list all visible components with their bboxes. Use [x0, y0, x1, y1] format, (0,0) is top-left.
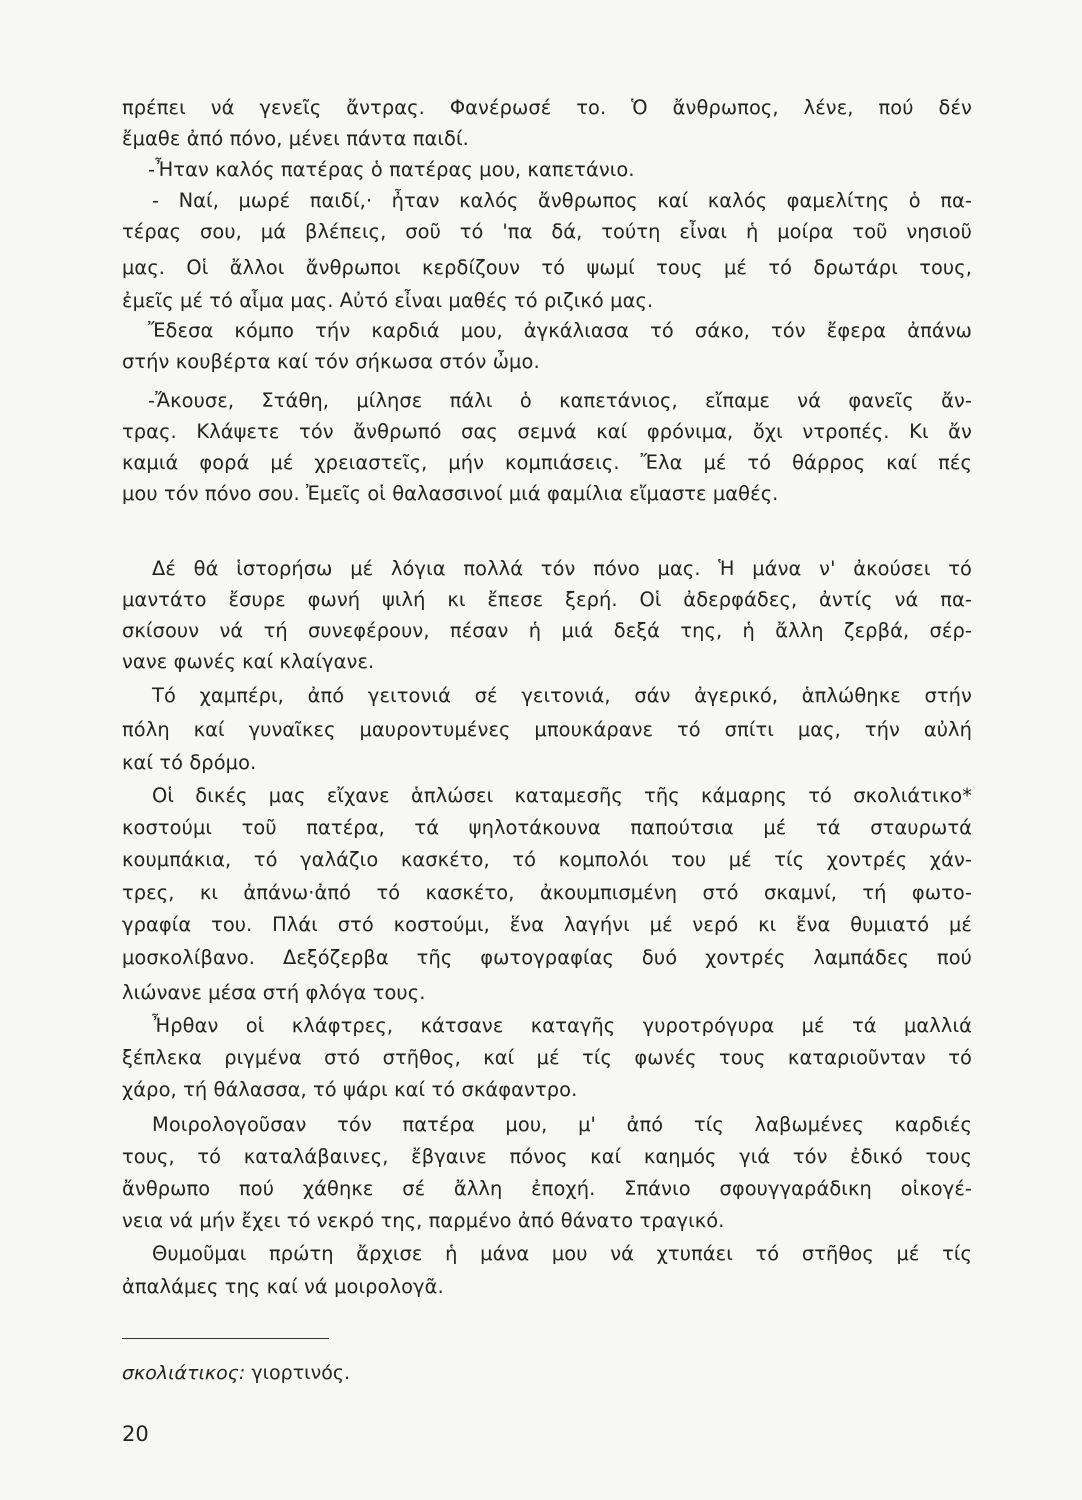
text-line: τρες, κι ἀπάνω·ἀπό τό κασκέτο, ἀκουμπισμένη στό σκαμνί, τή φωτο-: [122, 881, 972, 904]
text-line: μοσκολίβανο. Δεξόζερβα τῆς φωτογραφίας δυό χοντρές λαμπάδες πού: [122, 946, 972, 969]
text-line: Μοιρολογοῦσαν τόν πατέρα μου, μ' ἀπό τίς λαβωμένες καρδιές: [152, 1113, 972, 1136]
text-line: σκίσουν νά τή συνεφέρουν, πέσαν ἡ μιά δεξά της, ἡ ἄλλη ζερβά, σέρ-: [122, 619, 972, 642]
text-line: -Ἦταν καλός πατέρας ὁ πατέρας μου, καπετάνιο.: [148, 158, 635, 181]
text-line: ἐμεῖς μέ τό αἷμα μας. Αὐτό εἶναι μαθές τό ριζικό μας.: [122, 289, 654, 312]
text-line: μου τόν πόνο σου. Ἐμεῖς οἱ θαλασσινοί μιά φαμίλια εἴμαστε μαθές.: [122, 482, 779, 505]
text-line: νεια νά μήν ἔχει τό νεκρό της, παρμένο ἀπό θάνατο τραγικό.: [122, 1209, 725, 1232]
text-line: κοστούμι τοῦ πατέρα, τά ψηλοτάκουνα παπούτσια μέ τά σταυρωτά: [122, 816, 972, 839]
text-line: ἔμαθε ἀπό πόνο, μένει πάντα παιδί.: [122, 127, 469, 150]
text-line: ξέπλεκα ριγμένα στό στῆθος, καί μέ τίς φωνές τους καταριοῦνταν τό: [122, 1046, 972, 1069]
text-line: μας. Οἱ ἄλλοι ἄνθρωποι κερδίζουν τό ψωμί τους μέ τό δρωτάρι τους,: [122, 256, 972, 279]
text-line: Θυμοῦμαι πρώτη ἄρχισε ἡ μάνα μου νά χτυπάει τό στῆθος μέ τίς: [152, 1242, 972, 1265]
text-line: Οἱ δικές μας εἴχανε ἁπλώσει καταμεσῆς τῆς κάμαρης τό σκολιάτικο*: [152, 784, 972, 807]
text-line: Δέ θά ἱστορήσω μέ λόγια πολλά τόν πόνο μας. Ἡ μάνα ν' ἀκούσει τό: [152, 557, 972, 580]
footnote-definition: γιορτινός.: [251, 1362, 351, 1384]
text-line: καί τό δρόμο.: [122, 751, 257, 774]
text-line: μαντάτο ἔσυρε φωνή ψιλή κι ἔπεσε ξερή. Οἱ ἀδερφάδες, ἀντίς νά πα-: [122, 588, 972, 611]
page-number: 20: [122, 1422, 149, 1446]
text-line: γραφία του. Πλάι στό κοστούμι, ἕνα λαγήνι μέ νερό κι ἕνα θυμιατό μέ: [122, 913, 972, 936]
text-line: στήν κουβέρτα καί τόν σήκωσα στόν ὦμο.: [122, 350, 540, 373]
footnote-term: σκολιάτικος:: [122, 1362, 246, 1384]
text-line: νανε φωνές καί κλαίγανε.: [122, 650, 375, 673]
text-line: καμιά φορά μέ χρειαστεῖς, μήν κομπιάσεις. Ἔλα μέ τό θάρρος καί πές: [122, 451, 972, 474]
text-line: πρέπει νά γενεῖς ἄντρας. Φανέρωσέ το. Ὁ ἄνθρωπος, λένε, πού δέν: [122, 96, 972, 119]
text-line: Τό χαμπέρι, ἀπό γειτονιά σέ γειτονιά, σάν ἀγερικό, ἁπλώθηκε στήν: [152, 684, 972, 707]
text-line: -Ἄκουσε, Στάθη, μίλησε πάλι ὁ καπετάνιος, εἴπαμε νά φανεῖς ἄν-: [148, 389, 972, 412]
text-line: τρας. Κλάψετε τόν ἄνθρωπό σας σεμνά καί φρόνιμα, ὄχι ντροπές. Κι ἄν: [122, 420, 972, 443]
text-line: ἀπαλάμες της καί νά μοιρολογᾶ.: [122, 1275, 444, 1298]
text-line: πόλη καί γυναῖκες μαυροντυμένες μπουκάρανε τό σπίτι μας, τήν αὐλή: [122, 718, 972, 741]
text-line: Ἦρθαν οἱ κλάφτρες, κάτσανε καταγῆς γυροτρόγυρα μέ τά μαλλιά: [152, 1014, 972, 1037]
footnote: [122, 1360, 350, 1386]
text-line: τους, τό καταλάβαινες, ἔβγαινε πόνος καί καημός γιά τόν ἐδικό τους: [122, 1145, 972, 1168]
text-line: Ἔδεσα κόμπο τήν καρδιά μου, ἀγκάλιασα τό σάκο, τόν ἔφερα ἀπάνω: [148, 319, 972, 342]
text-line: λιώνανε μέσα στή φλόγα τους.: [122, 981, 426, 1004]
text-line: τέρας σου, μά βλέπεις, σοῦ τό 'πα δά, τούτη εἶναι ἡ μοίρα τοῦ νησιοῦ: [122, 220, 972, 243]
text-line: ἄνθρωπο πού χάθηκε σέ ἄλλη ἐποχή. Σπάνιο σφουγγαράδικη οἰκογέ-: [122, 1177, 972, 1200]
text-line: - Ναί, μωρέ παιδί,· ἦταν καλός ἄνθρωπος καί καλός φαμελίτης ὁ πα-: [152, 189, 972, 212]
text-line: χάρο, τή θάλασσα, τό ψάρι καί τό σκάφαντρο.: [122, 1078, 578, 1101]
text-line: κουμπάκια, τό γαλάζιο κασκέτο, τό κομπολόι του μέ τίς χοντρές χάν-: [122, 848, 972, 871]
footnote-divider: [122, 1338, 329, 1339]
